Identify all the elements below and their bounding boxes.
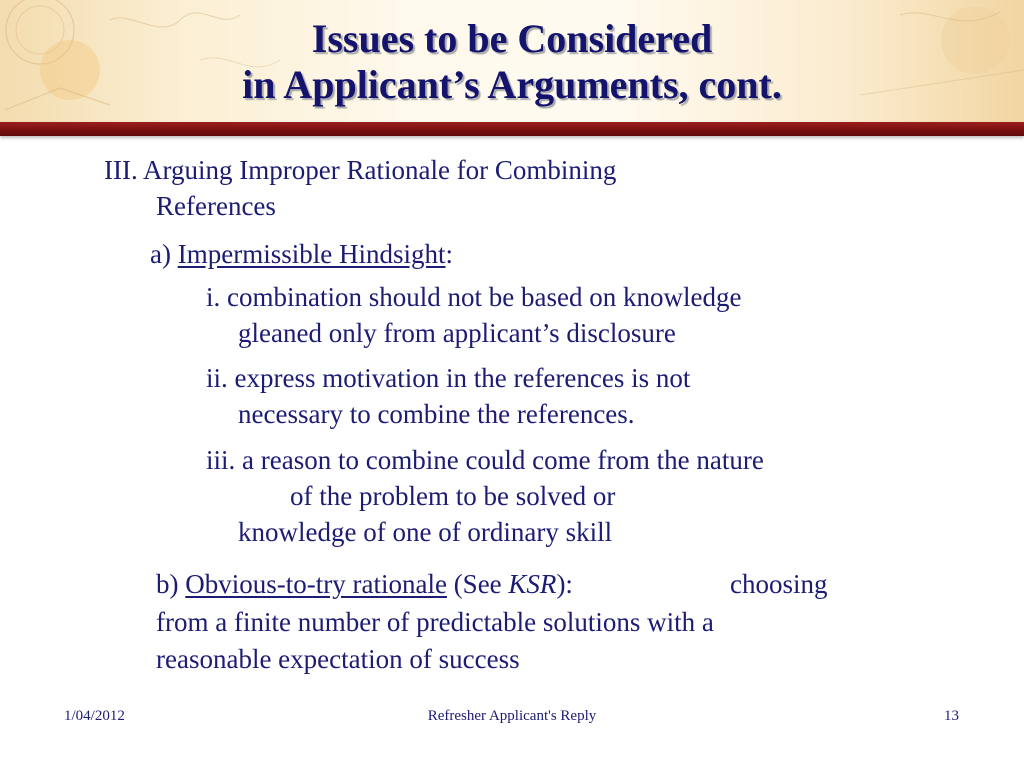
section-heading-line-2: References — [156, 191, 276, 221]
item-iii-line-1 — [206, 444, 764, 476]
footer-date: 1/04/2012 — [64, 708, 125, 724]
item-iii-line-2: of the problem to be solved or — [290, 481, 616, 511]
item-a — [150, 238, 453, 270]
section-heading-line-1 — [104, 154, 616, 186]
item-a-label: Impermissible Hindsight — [177, 239, 446, 269]
footer-title: Refresher Applicant's Reply — [427, 708, 597, 724]
slide-title — [0, 16, 1024, 108]
slide-title-line-2: in Applicant’s Arguments, cont. — [242, 62, 782, 107]
item-b-line-1 — [156, 568, 573, 600]
item-ii-line-1 — [206, 362, 690, 394]
item-iii-text: a reason to combine could come from the nature — [242, 445, 764, 475]
title-divider — [0, 122, 1024, 136]
item-i-line-1 — [206, 281, 741, 313]
section-marker: III. — [104, 155, 138, 185]
item-ii-marker: ii. — [206, 363, 228, 393]
section-text: Arguing Improper Rationale for Combining — [143, 155, 617, 185]
item-iii-marker: iii. — [206, 445, 236, 475]
item-b-line-3: reasonable expectation of success — [156, 644, 520, 674]
item-a-suffix: : — [445, 239, 453, 269]
item-iii-line-3: knowledge of one of ordinary skill — [238, 517, 613, 547]
header-banner — [0, 0, 1024, 122]
item-a-marker: a) — [150, 239, 171, 269]
footer-page-number: 13 — [944, 708, 959, 724]
item-b-label: Obvious-to-try rationale — [185, 569, 447, 599]
item-b-see-close: ): — [556, 569, 573, 599]
item-ii-line-2: necessary to combine the references. — [238, 399, 635, 429]
item-b-line-2: from a finite number of predictable solutions with a — [156, 607, 714, 637]
item-i-text: combination should not be based on knowledge — [227, 282, 742, 312]
item-b-ksr: KSR — [508, 569, 557, 599]
item-ii-text: express motivation in the references is not — [234, 363, 691, 393]
item-b-see-open: (See — [453, 569, 509, 599]
slide-title-line-1: Issues to be Considered — [311, 16, 713, 61]
item-b-tail: choosing — [730, 569, 828, 599]
item-i-line-2: gleaned only from applicant’s disclosure — [238, 318, 676, 348]
item-b-marker: b) — [156, 569, 179, 599]
item-i-marker: i. — [206, 282, 221, 312]
